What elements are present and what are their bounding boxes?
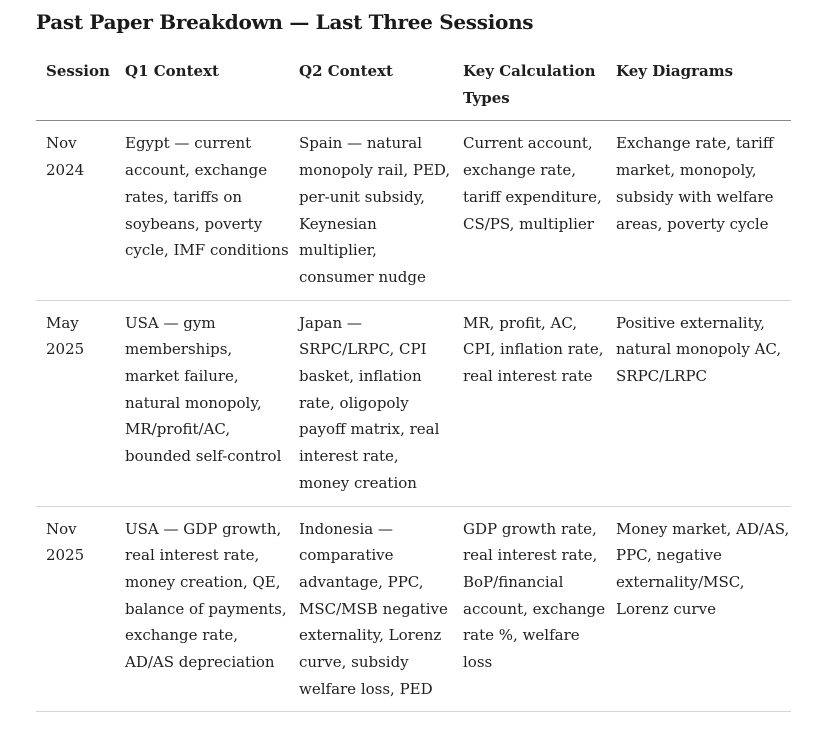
- cell-key-diagrams: Exchange rate, tariff market, monopoly, subsidy with welfare areas, poverty cycle: [606, 121, 791, 300]
- cell-key-diagrams: Money market, AD/AS, PPC, negative externality/MSC, Lorenz curve: [606, 506, 791, 712]
- cell-q2-context: Spain — natural monopoly rail, PED, per-unit subsidy, Keynesian multiplier, consumer nudge: [289, 121, 453, 300]
- past-paper-table: [36, 58, 791, 712]
- table-row: [36, 121, 791, 300]
- table-row: [36, 506, 791, 712]
- cell-key-diagrams: Positive externality, natural monopoly AC, SRPC/LRPC: [606, 300, 791, 506]
- table-row: [36, 300, 791, 506]
- cell-calculation-types: Current account, exchange rate, tariff expenditure, CS/PS, multiplier: [453, 121, 606, 300]
- cell-q1-context: USA — GDP growth, real interest rate, money creation, QE, balance of payments, exchange rate, AD/AS depreciation: [115, 506, 289, 712]
- header-q2-context: Q2 Context: [289, 58, 453, 121]
- header-key-diagrams: Key Diagrams: [606, 58, 791, 121]
- header-q1-context: Q1 Context: [115, 58, 289, 121]
- header-key-calculation-types: Key Calculation Types: [453, 58, 606, 121]
- cell-session: Nov 2025: [36, 506, 115, 712]
- header-session: Session: [36, 58, 115, 121]
- cell-calculation-types: GDP growth rate, real interest rate, BoP/financial account, exchange rate %, welfare loss: [453, 506, 606, 712]
- cell-session: May 2025: [36, 300, 115, 506]
- cell-session: Nov 2024: [36, 121, 115, 300]
- cell-q2-context: Japan — SRPC/LRPC, CPI basket, inflation rate, oligopoly payoff matrix, real interest rate, money creation: [289, 300, 453, 506]
- cell-q2-context: Indonesia — comparative advantage, PPC, MSC/MSB negative externality, Lorenz curve, subsidy welfare loss, PED: [289, 506, 453, 712]
- table-body: [36, 121, 791, 712]
- cell-q1-context: Egypt — current account, exchange rates, tariffs on soybeans, poverty cycle, IMF conditions: [115, 121, 289, 300]
- table-header: [36, 58, 791, 121]
- cell-calculation-types: MR, profit, AC, CPI, inflation rate, real interest rate: [453, 300, 606, 506]
- page-title: Past Paper Breakdown — Last Three Sessions: [36, 10, 534, 34]
- header-row: [36, 58, 791, 121]
- cell-q1-context: USA — gym memberships, market failure, natural monopoly, MR/profit/AC, bounded self-control: [115, 300, 289, 506]
